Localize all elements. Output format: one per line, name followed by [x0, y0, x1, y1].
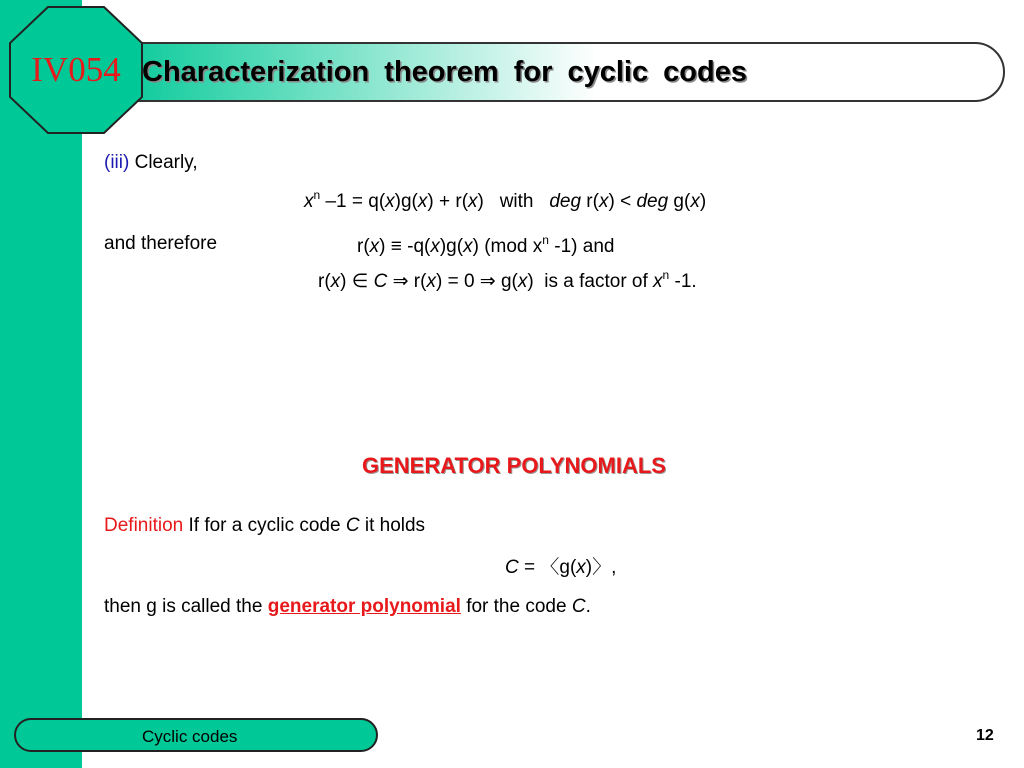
definition-line: Definition If for a cyclic code C it holds — [104, 515, 426, 536]
item-iii — [104, 152, 198, 174]
page-number: 12 — [976, 727, 994, 744]
item-text: Clearly, — [134, 152, 198, 173]
section-heading: GENERATOR POLYNOMIALS — [362, 453, 666, 478]
item-label: (iii) — [104, 152, 130, 173]
definition-label: Definition — [104, 515, 184, 536]
course-logo: IV054 — [31, 50, 121, 89]
equation-generator: C = 〈g(x)〉, — [505, 557, 617, 578]
slide-title: Characterization theorem for cyclic codes — [142, 56, 747, 88]
equation-division: $x^n$ –1 = q(x)g(x) + r(x) with deg r(x) < deg g(x) — [304, 188, 707, 212]
generator-polynomial-term: generator polynomial — [267, 596, 461, 617]
equation-congruence: r(x) ≡ -q(x)g(x) (mod $x^n$ -1) and — [357, 233, 615, 257]
generator-definition-line: then g is called the generator polynomial for the code C. — [104, 596, 591, 617]
equation-implication: r(x) ∈ C ⇒ r(x) = 0 ⇒ g(x) is a factor of $x^n$ -1. — [318, 268, 697, 292]
footer-label: Cyclic codes — [142, 727, 238, 746]
and-therefore-label: and therefore — [104, 233, 218, 254]
